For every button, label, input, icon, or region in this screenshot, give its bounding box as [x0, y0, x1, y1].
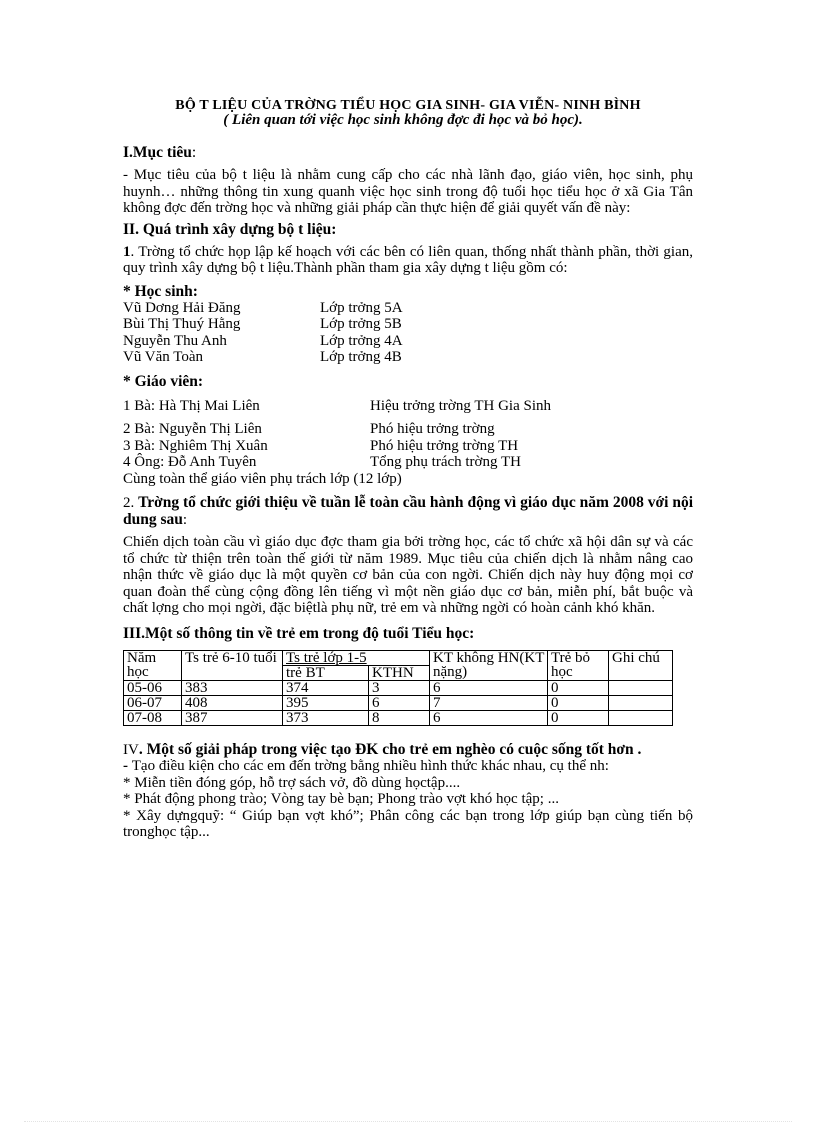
header-kthn: KTHN — [369, 665, 430, 680]
section-2-paragraph-2-text: Chiến dịch toàn cầu vì giáo dục đợc tham gia bởi trờng học, các tổ chức xã hội dân sự và các tổ chức từ thiện trên toàn thế giới từ năm 1989. Mục tiêu của chiến dịch là nhằm nâng cao nhận thức về giáo dục là một quyền cơ bản của con ngời. Chiến dịch này huy động mọi cơ quan đoàn thể cùng cộng đồng lên tiếng vì một nền giáo dục cơ bản, miễn phí, bắt buộc và chất lợng cho mọi ngời, đặc biệtlà phụ nữ, trẻ em và những ngời có hoàn cảnh khó khăn. — [123, 534, 693, 616]
document-title: BỘ T LIỆU CỦA TRỜNG TIỂU HỌC GIA SINH- GIA VIỄN- NINH BÌNH — [175, 98, 641, 113]
teacher-row — [123, 454, 693, 471]
teachers-note: Cùng toàn thể giáo viên phụ trách lớp (12 lớp) — [123, 470, 402, 487]
cell-dropout: 0 — [548, 695, 609, 710]
document-page — [123, 98, 693, 841]
cell-kthn: 8 — [369, 710, 430, 725]
solution-item: * Miễn tiền đóng góp, hỗ trợ sách vở, đồ dùng họctập.... — [123, 774, 461, 791]
student-role: Lớp trởng 4A — [320, 332, 403, 349]
student-name: Bùi Thị Thuý Hằng — [123, 316, 241, 332]
page-bottom-rule — [24, 1121, 792, 1122]
teacher-role: Phó hiệu trởng trờng TH — [370, 437, 519, 454]
teacher-name: 1 Bà: Hà Thị Mai Liên — [123, 397, 260, 414]
cell-year: 06-07 — [124, 695, 182, 710]
student-name: Nguyễn Thu Anh — [123, 332, 227, 349]
section-4-intro-text: Tạo điều kiện cho các em đến trờng bằng nhiều hình thức khác nhau, cụ thể nh: — [131, 758, 609, 774]
solution-item: * Phát động phong trào; Vòng tay bè bạn; Phong trào vợt khó học tập; ... — [123, 791, 559, 807]
table-header-row — [124, 650, 673, 665]
p2-number: 2. — [123, 495, 139, 511]
teacher-name: 2 Bà: Nguyễn Thị Liên — [123, 421, 262, 437]
teacher-role: Phó hiệu trởng trờng — [370, 421, 495, 437]
teacher-row — [123, 438, 693, 455]
student-role: Lớp trởng 5B — [320, 316, 402, 332]
cell-note — [609, 680, 673, 695]
section-4-number: IV — [123, 741, 139, 758]
p2-heading: Trờng tổ chức giới thiệu về tuần lễ toàn cầu hành động vì giáo dục năm 2008 với nội dung sau — [123, 494, 694, 528]
table-row — [124, 710, 673, 725]
table-row — [124, 680, 673, 695]
cell-bt: 395 — [283, 695, 369, 710]
section-4-intro — [123, 758, 693, 775]
solution-item: * Xây dựngquỹ: “ Giúp bạn vợt khó”; Phân công các bạn trong lớp giúp bạn cùng tiến bộ tronghọc tập... — [123, 807, 693, 840]
student-row — [123, 333, 693, 350]
section-4-heading — [123, 742, 693, 759]
table-row — [124, 695, 673, 710]
student-role: Lớp trởng 5A — [320, 299, 403, 316]
header-dropout: Trẻ bỏ học — [548, 650, 609, 680]
header-note: Ghi chú — [609, 650, 673, 680]
children-stats-table — [123, 650, 673, 726]
students-list — [123, 300, 693, 366]
cell-kt-not: 6 — [430, 680, 548, 695]
p1-text: . Trờng tổ chức họp lập kế hoạch với các bên có liên quan, thống nhất thành phần, thời gian, quy trình xây dựng bộ t liệu.Thành phần tham gia xây dựng t liệu gồm có: — [123, 243, 693, 276]
student-role: Lớp trởng 4B — [320, 349, 402, 365]
cell-year: 07-08 — [124, 710, 182, 725]
section-4-dash: - — [123, 758, 132, 774]
section-2-paragraph-2-heading — [123, 495, 693, 528]
cell-kthn: 3 — [369, 680, 430, 695]
header-kt-not: KT không HN(KT nặng) — [430, 650, 548, 680]
cell-dropout: 0 — [548, 680, 609, 695]
teacher-role: Hiệu trởng trờng TH Gia Sinh — [370, 397, 551, 414]
student-row — [123, 349, 693, 366]
cell-kthn: 6 — [369, 695, 430, 710]
section-1-heading — [123, 144, 693, 161]
cell-bt: 374 — [283, 680, 369, 695]
cell-year: 05-06 — [124, 680, 182, 695]
section-4-heading-text: . Một số giải pháp trong việc tạo ĐK cho trẻ em nghèo có cuộc sống tốt hơn . — [138, 740, 642, 758]
cell-kt-not: 6 — [430, 710, 548, 725]
cell-dropout: 0 — [548, 710, 609, 725]
cell-total: 408 — [182, 695, 283, 710]
teacher-row — [123, 398, 693, 415]
p1-number: 1 — [123, 243, 131, 260]
header-year: Năm học — [124, 650, 182, 680]
cell-total: 383 — [182, 680, 283, 695]
section-1-heading-suffix: : — [191, 144, 197, 161]
teacher-row — [123, 421, 693, 438]
student-name: Vũ Dơng Hải Đăng — [123, 299, 241, 316]
teacher-name: 3 Bà: Nghiêm Thị Xuân — [123, 437, 268, 454]
section-1-heading-text: I.Mục tiêu — [123, 144, 192, 161]
cell-note — [609, 710, 673, 725]
teachers-heading: * Giáo viên: — [123, 372, 204, 390]
document-subtitle: ( Liên quan tới việc học sinh không đợc đi học và bỏ học). — [223, 112, 583, 128]
header-grade-group: Ts trẻ lớp 1-5 — [283, 650, 430, 665]
section-1-text: - Mục tiêu của bộ t liệu là nhằm cung cấp cho các nhà lãnh đạo, giáo viên, học sinh, phụ huynh… những thông tin xung quanh việc học sinh trong độ tuổi học tiểu học ở xã Gia Tân không đợc đến trờng học và những giải pháp cần thực hiện để giải quyết vấn đề này: — [123, 167, 693, 216]
teacher-role: Tổng phụ trách trờng TH — [370, 454, 521, 470]
section-3-heading: III.Một số thông tin về trẻ em trong độ tuổi Tiểu học: — [123, 624, 475, 642]
cell-kt-not: 7 — [430, 695, 548, 710]
student-row — [123, 316, 693, 333]
teacher-name: 4 Ông: Đỗ Anh Tuyên — [123, 454, 257, 470]
student-name: Vũ Văn Toàn — [123, 349, 204, 365]
students-heading: * Học sinh: — [123, 282, 198, 300]
cell-bt: 373 — [283, 710, 369, 725]
cell-total: 387 — [182, 710, 283, 725]
cell-note — [609, 695, 673, 710]
section-2-paragraph-1 — [123, 244, 693, 277]
section-2-heading: II. Quá trình xây dựng bộ t liệu: — [123, 220, 337, 238]
header-bt: trẻ BT — [283, 665, 369, 680]
p2-suffix: : — [182, 511, 188, 528]
student-row — [123, 300, 693, 317]
header-total: Ts trẻ 6-10 tuổi — [182, 650, 283, 680]
